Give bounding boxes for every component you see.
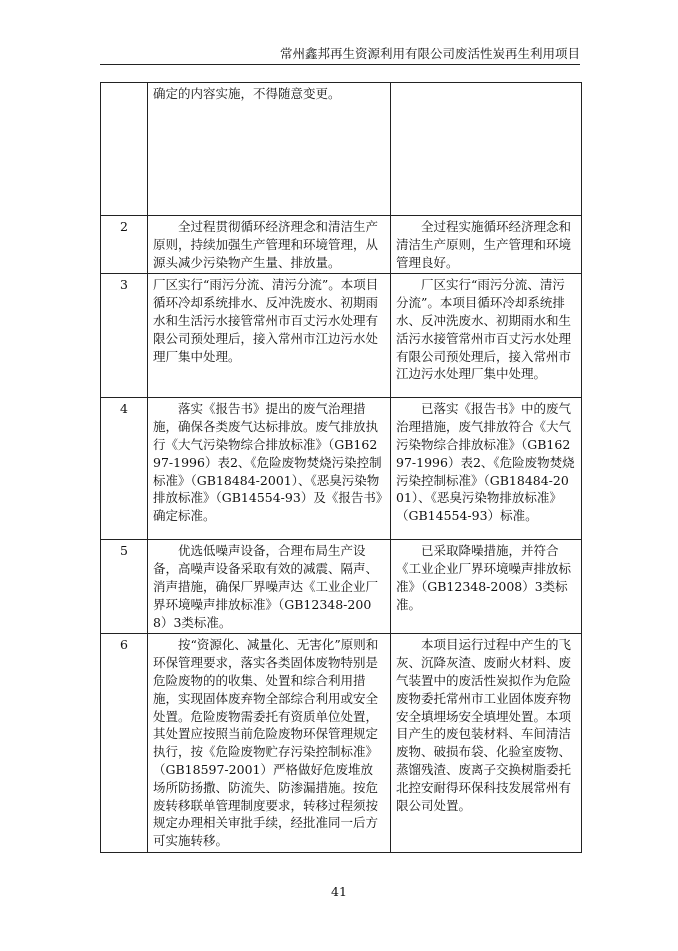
- running-header: 常州鑫邦再生资源利用有限公司废活性炭再生利用项目: [279, 46, 580, 61]
- implementation-text: 本项目运行过程中产生的飞灰、沉降灰渣、废耐火材料、废气装置中的废活性炭拟作为危险废物委托常州市工业固体废弃物安全填埋场安全填埋处置。本项目产生的废包装材料、车间清洁废物、破损布袋、化验室废物、蒸馏残渣、废离子交换树脂委托北控安耐得环保科技发展常州有限公司处置。: [396, 637, 572, 813]
- page-number: 41: [331, 884, 347, 899]
- row-number: 3: [101, 274, 148, 398]
- requirement-cell: [148, 83, 391, 216]
- requirements-table: [100, 82, 582, 853]
- implementation-text: 全过程实施循环经济理念和清洁生产原则，生产管理和环境管理良好。: [396, 219, 572, 270]
- requirement-cell: [148, 634, 391, 853]
- row-number: 2: [101, 216, 148, 274]
- requirement-text: 厂区实行“雨污分流、清污分流”。本项目循环冷却系统排水、反冲洗废水、初期雨水和生活污水接管常州市百丈污水处理有限公司预处理后，接入常州市江边污水处理厂集中处理。: [153, 277, 379, 364]
- table-row: [101, 398, 582, 540]
- implementation-cell: [391, 634, 582, 853]
- implementation-text: 已落实《报告书》中的废气治理措施，废气排放符合《大气污染物综合排放标准》（GB16297-1996）表2、《危险废物焚烧污染控制标准》（GB18484-2001）、《恶臭污染物排放标准》（GB14554-93）标准。: [396, 401, 575, 524]
- row-number: 5: [101, 540, 148, 634]
- implementation-cell: [391, 540, 582, 634]
- implementation-cell: [391, 398, 582, 540]
- implementation-cell: [391, 216, 582, 274]
- table-row: [101, 634, 582, 853]
- table-row: [101, 83, 582, 216]
- table-row: [101, 540, 582, 634]
- row-number: 6: [101, 634, 148, 853]
- requirement-cell: [148, 274, 391, 398]
- implementation-cell: [391, 83, 582, 216]
- header-rule: [100, 64, 580, 65]
- table-row: [101, 216, 582, 274]
- row-number: [101, 83, 148, 216]
- implementation-text: 厂区实行“雨污分流、清污分流”。本项目循环冷却系统排水、反冲洗废水、初期雨水和生活污水接管常州市百丈污水处理有限公司预处理后，接入常州市江边污水处理厂集中处理。: [396, 277, 572, 382]
- requirement-text: 全过程贯彻循环经济理念和清洁生产原则，持续加强生产管理和环境管理，从源头减少污染物产生量、排放量。: [153, 219, 379, 270]
- requirement-text: 按“资源化、减量化、无害化”原则和环保管理要求，落实各类固体废物特别是危险废物的的收集、处置和综合利用措施，实现固体废弃物全部综合利用或安全处置。危险废物需委托有资质单位处置，其处置应按照当前危险废物环保管理规定执行，按《危险废物贮存污染控制标准》（GB18597-2001）严格做好危废堆放场所防扬撒、防流失、防渗漏措施。按危废转移联单管理制度要求，转移过程须按规定办理相关审批手续，经批准同一后方可实施转移。: [153, 637, 379, 849]
- implementation-text: 已采取降噪措施，并符合《工业企业厂界环境噪声排放标准》（GB12348-2008）3类标准。: [396, 543, 572, 612]
- implementation-cell: [391, 274, 582, 398]
- row-number: 4: [101, 398, 148, 540]
- requirement-cell: [148, 398, 391, 540]
- requirement-text: 落实《报告书》提出的废气治理措施，确保各类废气达标排放。废气排放执行《大气污染物综合排放标准》（GB16297-1996）表2、《危险废物焚烧污染控制标准》（GB18484-2001）、《恶臭污染物排放标准》（GB14554-93）及《报告书》确定标准。: [153, 401, 383, 524]
- requirement-text: 确定的内容实施，不得随意变更。: [153, 86, 341, 101]
- requirement-text: 优选低噪声设备，合理布局生产设备，高噪声设备采取有效的减震、隔声、消声措施，确保厂界噪声达《工业企业厂界环境噪声排放标准》（GB12348-2008）3类标准。: [153, 543, 379, 630]
- requirement-cell: [148, 216, 391, 274]
- requirement-cell: [148, 540, 391, 634]
- table-row: [101, 274, 582, 398]
